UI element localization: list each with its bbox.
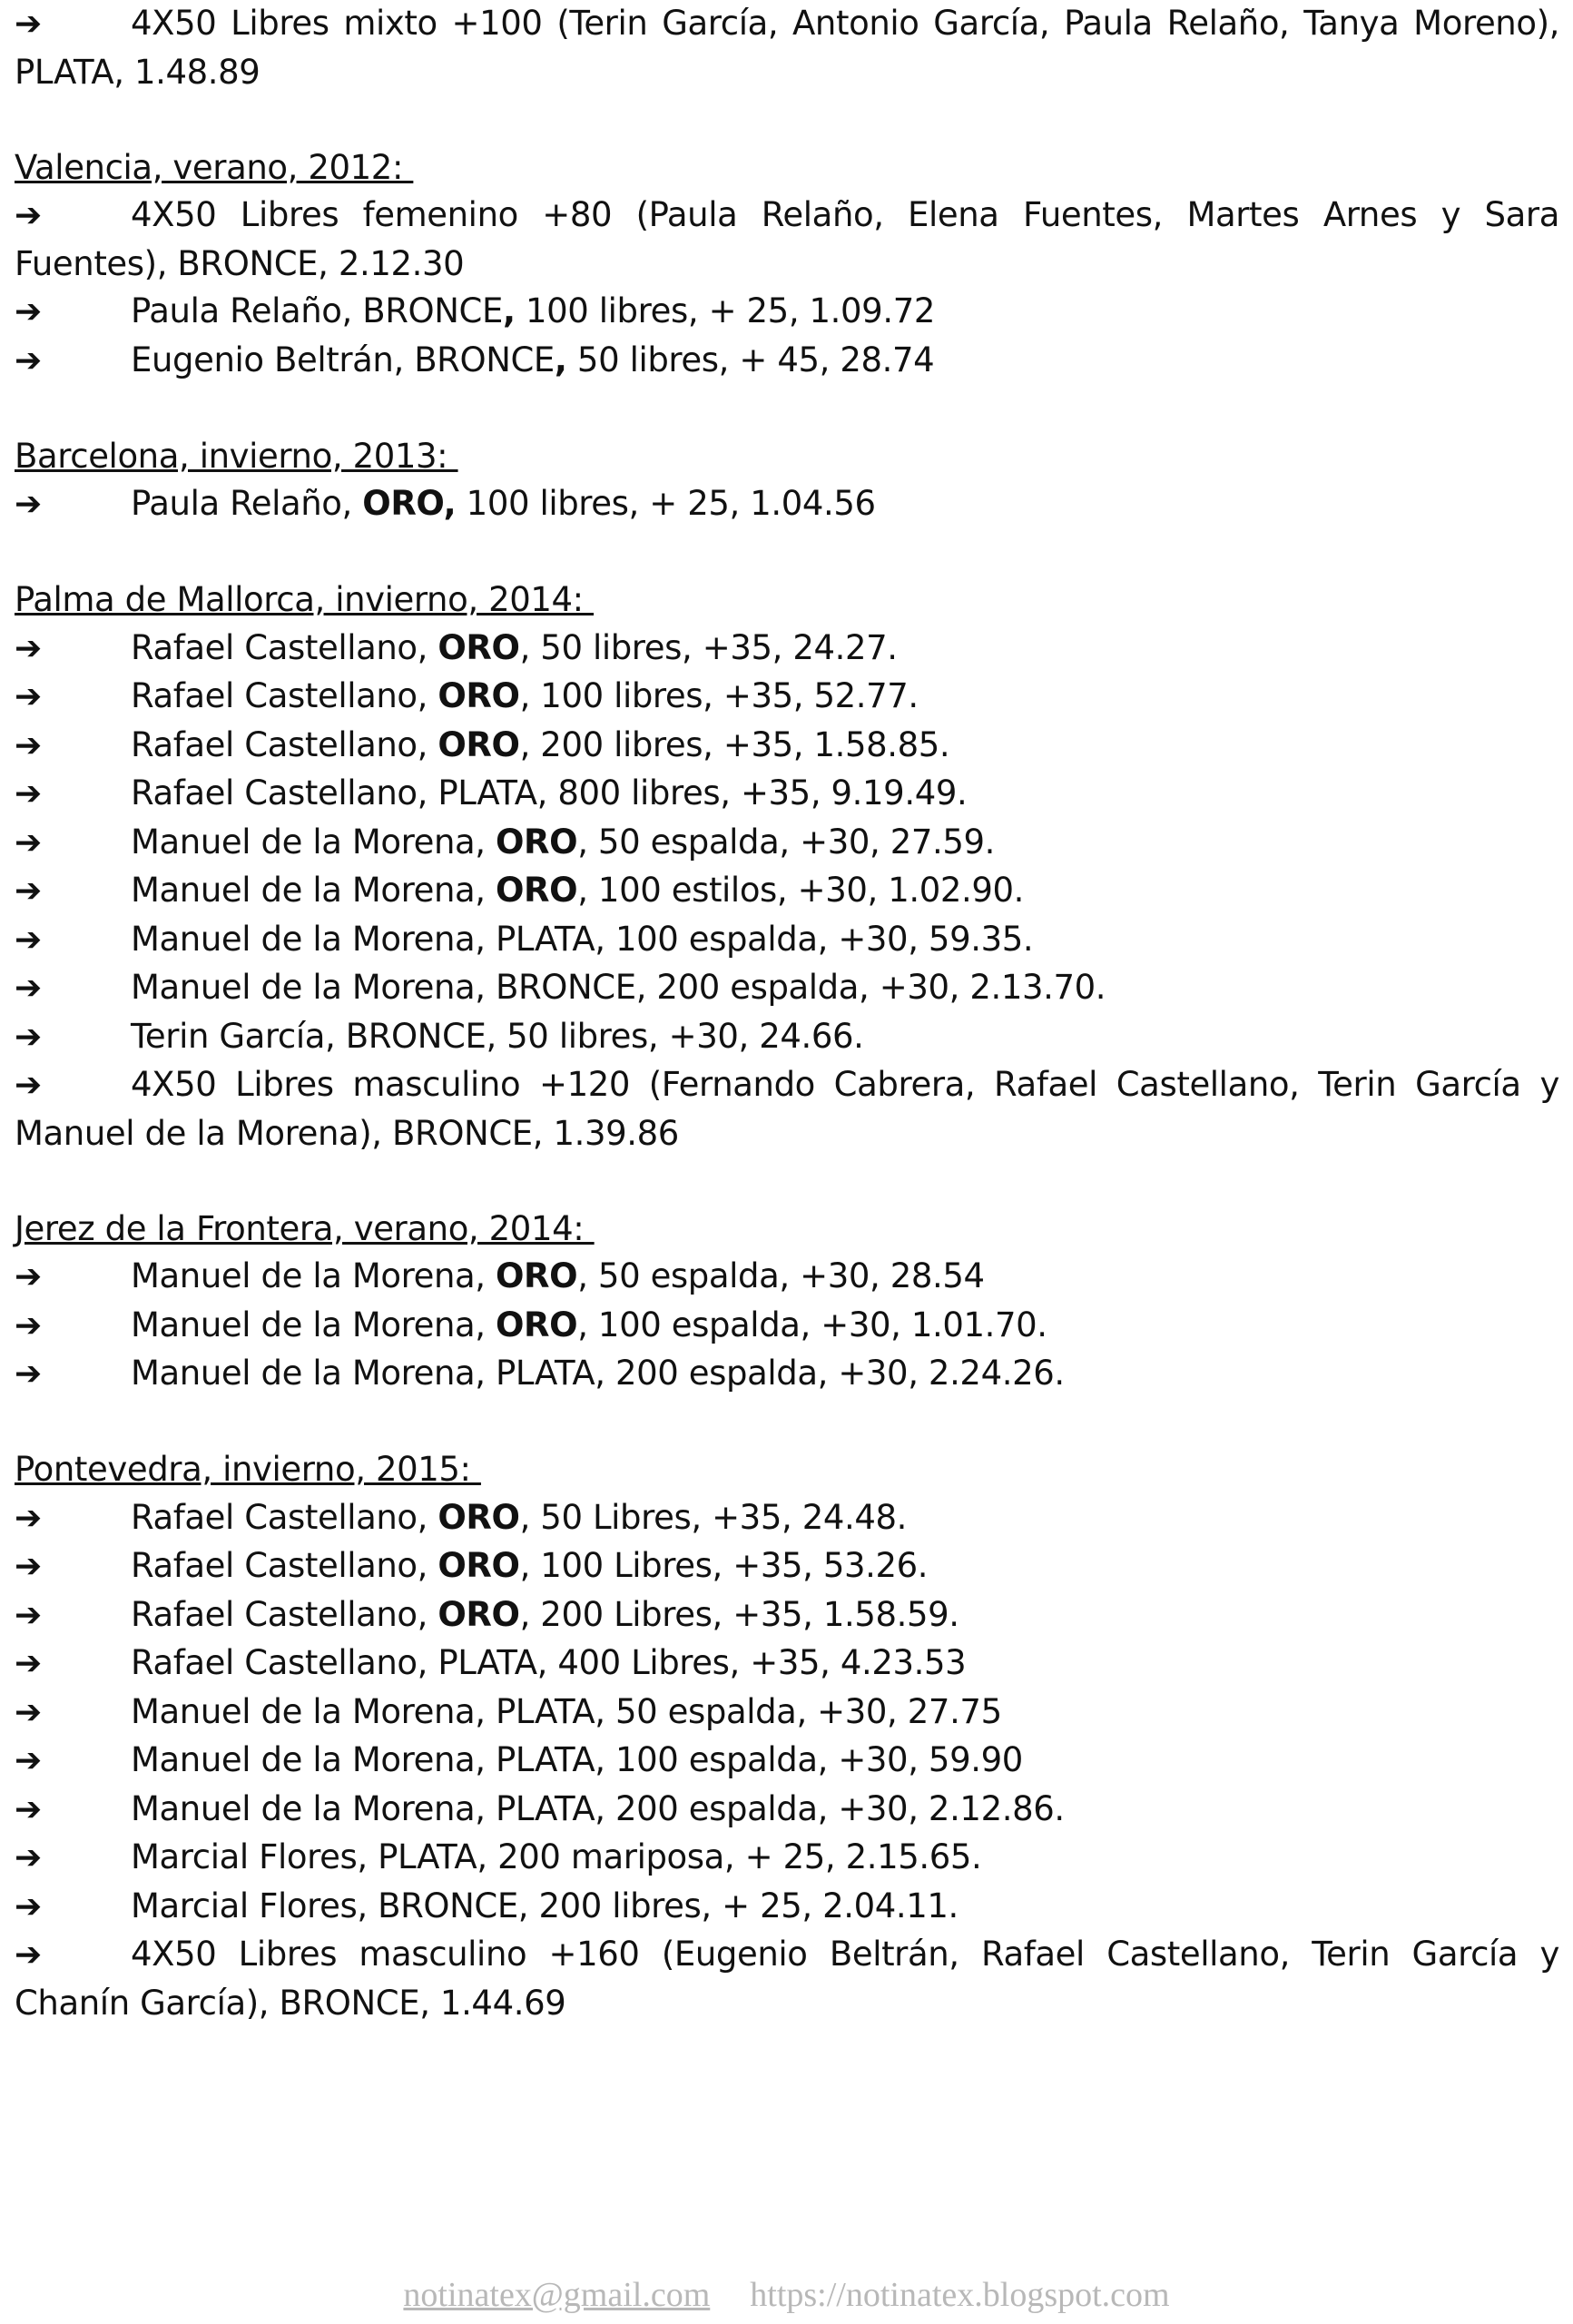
result-item <box>15 1350 1559 1399</box>
result-text: 50 libres, + 45, 28.74 <box>566 340 935 379</box>
result-item <box>15 819 1559 868</box>
result-text: Manuel de la Morena, PLATA, 50 espalda, +30, 27.75 <box>131 1691 1002 1731</box>
result-item <box>15 1253 1559 1302</box>
result-text: Rafael Castellano, <box>131 724 438 764</box>
medal-highlight: ORO, <box>362 484 457 523</box>
result-item <box>15 288 1559 337</box>
arrow-bullet-icon: ➔ <box>15 5 42 43</box>
section-heading: Barcelona, invierno, 2013: <box>15 436 458 476</box>
result-text: 4X50 Libres masculino +160 (Eugenio Beltrán, Rafael Castellano, Terin García y Chanín García), BRONCE, 1.44.69 <box>15 1935 1559 2023</box>
result-item <box>15 1834 1559 1883</box>
result-item <box>15 1013 1559 1062</box>
section-heading: Jerez de la Frontera, verano, 2014: <box>15 1208 595 1248</box>
medal-highlight: ORO <box>437 676 520 715</box>
result-text: Manuel de la Morena, <box>131 871 496 910</box>
medal-highlight: ORO <box>437 1546 520 1585</box>
result-item <box>15 1786 1559 1835</box>
result-text: Rafael Castellano, <box>131 1497 438 1537</box>
result-text: Terin García, BRONCE, 50 libres, +30, 24.66. <box>131 1016 864 1056</box>
result-item <box>15 1302 1559 1351</box>
medal-highlight: ORO <box>437 724 520 764</box>
section-heading: Palma de Mallorca, invierno, 2014: <box>15 580 595 619</box>
result-text: , 100 espalda, +30, 1.01.70. <box>577 1305 1047 1344</box>
result-text: Manuel de la Morena, PLATA, 200 espalda, +30, 2.24.26. <box>131 1354 1065 1393</box>
result-item <box>15 722 1559 771</box>
result-text: Manuel de la Morena, <box>131 1256 496 1295</box>
result-item <box>15 1591 1559 1640</box>
result-item <box>15 867 1559 916</box>
arrow-bullet-icon: ➔ <box>15 1693 42 1731</box>
result-item <box>15 916 1559 965</box>
arrow-bullet-icon: ➔ <box>15 1018 42 1056</box>
arrow-bullet-icon: ➔ <box>15 1355 42 1393</box>
result-text: Manuel de la Morena, <box>131 1305 496 1344</box>
page-footer <box>0 2275 1573 2315</box>
arrow-bullet-icon: ➔ <box>15 1936 42 1974</box>
result-text: 4X50 Libres masculino +120 (Fernando Cabrera, Rafael Castellano, Terin García y Manuel de la Morena), BRONCE, 1.39.86 <box>15 1065 1559 1153</box>
result-item <box>15 1689 1559 1738</box>
arrow-bullet-icon: ➔ <box>15 629 42 667</box>
medal-highlight: ORO <box>437 1497 520 1537</box>
result-text: , 100 libres, +35, 52.77. <box>519 676 919 715</box>
result-text: 100 libres, + 25, 1.04.56 <box>456 484 876 523</box>
arrow-bullet-icon: ➔ <box>15 1548 42 1585</box>
arrow-bullet-icon: ➔ <box>15 1306 42 1344</box>
arrow-bullet-icon: ➔ <box>15 1499 42 1537</box>
arrow-bullet-icon: ➔ <box>15 341 42 379</box>
footer-email-link[interactable]: notinatex@gmail.com <box>403 2276 711 2314</box>
result-item <box>15 0 1559 96</box>
result-item <box>15 1640 1559 1689</box>
result-text: , 50 Libres, +35, 24.48. <box>519 1497 907 1537</box>
result-text: Manuel de la Morena, PLATA, 200 espalda, +30, 2.12.86. <box>131 1788 1065 1828</box>
result-item <box>15 1931 1559 2027</box>
arrow-bullet-icon: ➔ <box>15 1258 42 1295</box>
result-text: , 50 espalda, +30, 27.59. <box>577 822 996 862</box>
arrow-bullet-icon: ➔ <box>15 970 42 1007</box>
result-text: Marcial Flores, PLATA, 200 mariposa, + 25, 2.15.65. <box>131 1837 982 1876</box>
arrow-bullet-icon: ➔ <box>15 1839 42 1876</box>
result-item <box>15 625 1559 674</box>
medal-highlight: ORO <box>437 1594 520 1634</box>
result-text: Rafael Castellano, <box>131 676 438 715</box>
medal-highlight: ORO <box>496 822 578 862</box>
result-text: Manuel de la Morena, BRONCE, 200 espalda, +30, 2.13.70. <box>131 968 1106 1007</box>
result-item <box>15 192 1559 288</box>
result-text: Rafael Castellano, <box>131 627 438 667</box>
arrow-bullet-icon: ➔ <box>15 823 42 862</box>
arrow-bullet-icon: ➔ <box>15 486 42 523</box>
result-text: Rafael Castellano, <box>131 1546 438 1585</box>
arrow-bullet-icon: ➔ <box>15 678 42 715</box>
result-text: 4X50 Libres mixto +100 (Terin García, Antonio García, Paula Relaño, Tanya Moreno), PLATA, 1.48.89 <box>15 4 1559 92</box>
arrow-bullet-icon: ➔ <box>15 1742 42 1779</box>
result-text: , 200 Libres, +35, 1.58.59. <box>519 1594 959 1634</box>
arrow-bullet-icon: ➔ <box>15 1790 42 1828</box>
result-item <box>15 1883 1559 1932</box>
result-item <box>15 673 1559 722</box>
result-text: Marcial Flores, BRONCE, 200 libres, + 25, 2.04.11. <box>131 1886 959 1925</box>
result-text: , 100 estilos, +30, 1.02.90. <box>577 871 1025 910</box>
result-text: Paula Relaño, BRONCE <box>131 291 503 330</box>
arrow-bullet-icon: ➔ <box>15 1067 42 1104</box>
section-heading: Valencia, verano, 2012: <box>15 147 414 187</box>
result-text: 4X50 Libres femenino +80 (Paula Relaño, Elena Fuentes, Martes Arnes y Sara Fuentes), BRONCE, 2.12.30 <box>15 195 1559 283</box>
arrow-bullet-icon: ➔ <box>15 293 42 330</box>
result-item <box>15 770 1559 819</box>
medal-highlight: , <box>554 340 567 379</box>
arrow-bullet-icon: ➔ <box>15 872 42 910</box>
arrow-bullet-icon: ➔ <box>15 726 42 764</box>
result-text: , 100 Libres, +35, 53.26. <box>519 1546 929 1585</box>
result-text: , 50 libres, +35, 24.27. <box>519 627 898 667</box>
medal-highlight: ORO <box>496 871 578 910</box>
arrow-bullet-icon: ➔ <box>15 1596 42 1634</box>
document-body <box>15 0 1559 2027</box>
arrow-bullet-icon: ➔ <box>15 1645 42 1682</box>
result-text: Rafael Castellano, PLATA, 400 Libres, +35, 4.23.53 <box>131 1643 967 1682</box>
result-text: 100 libres, + 25, 1.09.72 <box>515 291 935 330</box>
result-text: , 200 libres, +35, 1.58.85. <box>519 724 950 764</box>
result-item <box>15 1737 1559 1786</box>
medal-highlight: ORO <box>496 1305 578 1344</box>
arrow-bullet-icon: ➔ <box>15 921 42 959</box>
result-item <box>15 964 1559 1013</box>
medal-highlight: , <box>502 291 516 330</box>
result-item <box>15 1542 1559 1591</box>
result-text: , 50 espalda, +30, 28.54 <box>577 1256 985 1295</box>
result-item <box>15 337 1559 386</box>
arrow-bullet-icon: ➔ <box>15 775 42 812</box>
result-item <box>15 1494 1559 1543</box>
medal-highlight: ORO <box>496 1256 578 1295</box>
result-text: Manuel de la Morena, <box>131 822 496 862</box>
result-item <box>15 480 1559 529</box>
medal-highlight: ORO <box>437 627 520 667</box>
result-text: Paula Relaño, <box>131 484 363 523</box>
result-text: Rafael Castellano, PLATA, 800 libres, +35, 9.19.49. <box>131 773 968 812</box>
arrow-bullet-icon: ➔ <box>15 197 42 234</box>
arrow-bullet-icon: ➔ <box>15 1887 42 1925</box>
result-text: Manuel de la Morena, PLATA, 100 espalda, +30, 59.35. <box>131 919 1034 959</box>
result-text: Rafael Castellano, <box>131 1594 438 1634</box>
result-item <box>15 1061 1559 1157</box>
result-text: Manuel de la Morena, PLATA, 100 espalda, +30, 59.90 <box>131 1740 1023 1779</box>
section-heading: Pontevedra, invierno, 2015: <box>15 1450 481 1489</box>
result-text: Eugenio Beltrán, BRONCE <box>131 340 555 379</box>
footer-blog-url: https://notinatex.blogspot.com <box>750 2276 1170 2314</box>
